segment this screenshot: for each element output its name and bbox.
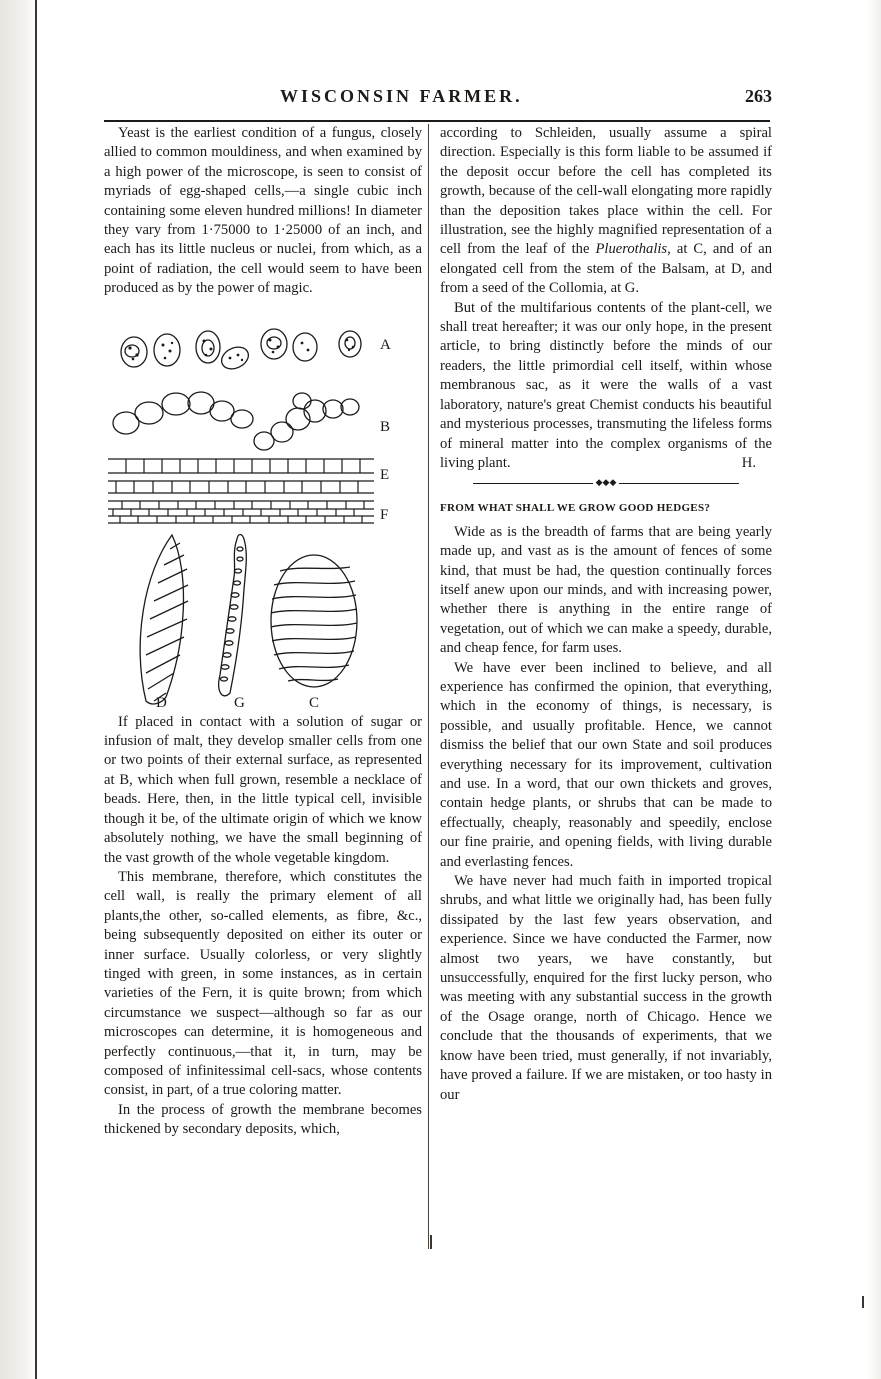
cell-chain-b	[113, 392, 359, 450]
yeast-cells-a	[121, 329, 361, 373]
pluerothalis-italic: Pluerothalis	[595, 241, 668, 258]
pluerothalis-cell-c	[271, 555, 357, 687]
cell-illustration	[104, 303, 422, 713]
paragraph-malt: If placed in contact with a solution of sugar or infusion of malt, they develop smaller cells from one or two points of their external surface, as represented at B, which when full grown, resemble a necklace of beads. Here, then, in the little typical cell, invisible though it be, of the ultimate origin of which we know absolutely nothing, we have the small beginning of the vast growth of the whole vegetable kingdom.	[104, 713, 422, 866]
print-artifact	[430, 1235, 432, 1249]
running-title: WISCONSIN FARMER.	[280, 86, 523, 106]
page-edge-shadow	[867, 0, 881, 1379]
balsam-cell-d	[140, 535, 188, 704]
figure-label-g: G	[234, 694, 245, 711]
schleiden-text-b: , at C, and of an elongated cell from the stem of the Balsam, at D, and from a seed of the Collomia, at G.	[440, 241, 772, 297]
figure-label-e: E	[380, 466, 390, 483]
print-artifact	[862, 1296, 864, 1308]
paragraph-schleiden	[440, 124, 772, 299]
figure-label-d: D	[156, 694, 167, 711]
header-rule	[104, 120, 770, 122]
cell-walls-e	[113, 459, 364, 523]
page-number: 263	[745, 86, 772, 106]
right-column	[440, 124, 772, 1105]
cell-illustration-figure	[104, 303, 422, 713]
binding-line	[35, 0, 37, 1379]
previous-page-edge	[0, 0, 36, 1379]
schleiden-text-a: according to Schleiden, usually assume a spiral direction. Especially is this form liable to be assumed if the deposit occur before the cell has completed its growth, because of the cell-wall elongating more rapidly than the deposition takes place within the cell. For illustration, see the highly magnified representation of a cell from the leaf of the	[440, 125, 772, 258]
section-ornament: ◆◆◆	[440, 477, 772, 487]
contents-text: But of the multifarious contents of the plant-cell, we shall treat hereafter; it was our only hope, in the present article, to bring distinctly before the minds of our readers, the little primordial cell itself, within whose membranous sac, as it were the walls of a vast laboratory, nature's great Chemist conducts his beautiful and mysterious processes, transmuting the lifeless forms of mineral matter into the complex organisms of the living plant.	[440, 299, 772, 471]
figure-label-f: F	[380, 506, 389, 523]
figure-label-b: B	[380, 418, 391, 435]
paragraph-membrane: This membrane, therefore, which constitutes the cell wall, is really the primary element of all plants,the other, so-called elements, as fibre, &c., being subsequently deposited on either its outer or inner surface. Usually colorless, or very slightly tinged with green, in some instances, as in certain varieties of the Fern, it is quite brown; from which circumstance we suspect—although so far as our microscopes can determine, it is homogeneous and perfectly continuous,—that it, in turn, may be composed of infinitessimal cell-sacs, whose contents consist, in part, of a true coloring matter.	[104, 868, 422, 1099]
collomia-cell-g	[219, 534, 247, 695]
paragraph-wide-farms: Wide as is the breadth of farms that are being yearly made up, and vast as is the amount of fences of some kind, that must be had, the question continually forces itself anew upon our minds, and with increasing power, whether there is anything in the entire range of vegetation, out of which we can make a speedy, durable, and cheap fence, for farm uses.	[440, 523, 772, 657]
author-signature: H.	[741, 454, 756, 471]
paragraph-inclined: We have ever been inclined to believe, and all experience has confirmed the opinion, that everything, which in the economy of things, is necessary, is possible, and usually profitable. Hence, we cannot dismiss the belief that our own State and soil produces everything necessary for its improvement, cultivation and use. In a word, that our own thickets and groves, contain hedge plants, or shrubs that can be made to effectually, cheaply, reasonably and speedily, enclose our fine prairie, and opening fields, with living durable and everlasting fences.	[440, 659, 772, 870]
section-heading: FROM WHAT SHALL WE GROW GOOD HEDGES?	[440, 502, 711, 515]
paragraph-contents	[440, 299, 772, 474]
cell-tissue-e	[108, 459, 374, 523]
paragraph-tropical-shrubs: We have never had much faith in imported tropical shrubs, and what little we originally had, has been fully dissipated by the last few years observation, and experience. Since we have conducted the Farmer, now almost two years, we have constantly, but unsuccessfully, enquired for the first lucky person, who was meeting with any substantial success in the growth of the Osage orange, north of Chicago. Hence we conclude that the thousands of experiments, that we know have been tried, must generally, if not invariably, have proved a failure. If we are mistaken, or too hasty in our	[440, 873, 772, 1103]
left-column	[104, 124, 422, 1140]
figure-label-c: C	[309, 694, 320, 711]
paragraph-growth: In the process of growth the membrane becomes thickened by secondary deposits, which,	[104, 1101, 422, 1138]
paragraph-yeast: Yeast is the earliest condition of a fungus, closely allied to common mouldiness, and when examined by a high power of the microscope, is seen to consist of myriads of egg-shaped cells,—a single cubic inch containing some eleven hundred millions! In diameter they vary from 1·75000 to 1·25000 of an inch, and each has its little nucleus or nuclei, from which, as a point of radiation, the cell would seem to have been produced as by the power of magic.	[104, 125, 422, 297]
figure-label-a: A	[380, 336, 391, 353]
running-head	[100, 86, 772, 114]
column-rule	[428, 124, 429, 1249]
